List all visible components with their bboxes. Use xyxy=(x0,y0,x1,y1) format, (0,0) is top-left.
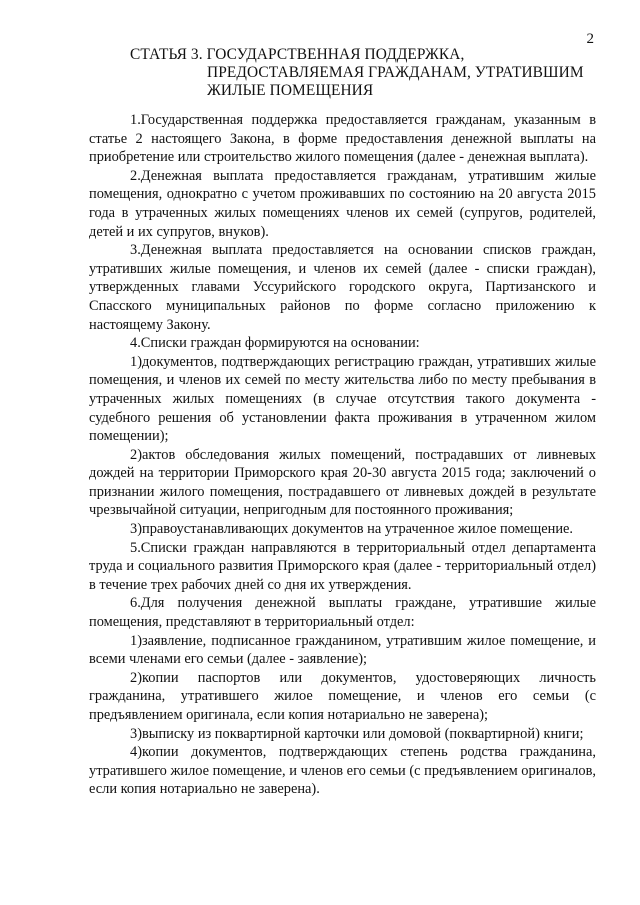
paragraph-6: 6.Для получения денежной выплаты граждане, утратившие жилые помещения, представляют в территориальный отдел: xyxy=(89,595,596,631)
paragraph-3: 3.Денежная выплата предоставляется на основании списков граждан, утративших жилые помещения, и членов их семей (далее - списки граждан), утвержденных главами Уссурийского городского округа, Партизанского и Спасского муниципальных районов по форме согласно приложению к настоящему Закону. xyxy=(89,242,596,333)
paragraph-4-item-1: 1)документов, подтверждающих регистрацию граждан, утративших жилые помещения, и членов их семей по месту жительства либо по месту пребывания в утраченных жилых помещениях (в случае отсутствия такого документа - судебного решения об установлении факта проживания в утраченном жилом помещении); xyxy=(89,353,596,445)
heading-line: ПРЕДОСТАВЛЯЕМАЯ ГРАЖДАНАМ, УТРАТИВШИМ xyxy=(207,64,584,81)
paragraph-6-item-1: 1)заявление, подписанное гражданином, утратившим жилое помещение, и всеми членами его семьи (далее - заявление); xyxy=(89,632,596,668)
paragraph-4-item-3: 3)правоустанавливающих документов на утраченное жилое помещение. xyxy=(130,521,574,538)
paragraph-2: 2.Денежная выплата предоставляется гражданам, утратившим жилые помещения, однократно с учетом проживавших по состоянию на 20 августа 2015 года в утраченных жилых помещениях членов их семей (супругов, родителей, детей и их супругов, внуков). xyxy=(89,167,596,240)
paragraph-5: 5.Списки граждан направляются в территориальный отдел департамента труда и социального развития Приморского края (далее - территориальный отдел) в течение трех рабочих дней со дня их утверждения. xyxy=(89,539,596,593)
article-heading xyxy=(130,46,610,100)
heading-line: СТАТЬЯ 3. ГОСУДАРСТВЕННАЯ ПОДДЕРЖКА, xyxy=(130,46,465,63)
article-body xyxy=(89,111,596,799)
heading-line: ЖИЛЫЕ ПОМЕЩЕНИЯ xyxy=(207,82,374,99)
paragraph-6-item-2: 2)копии паспортов или документов, удостоверяющих личность гражданина, утратившего жилое помещение, и членов его семьи (с предъявлением оригинала, если копия нотариально не заверена); xyxy=(89,669,596,723)
paragraph-1: 1.Государственная поддержка предоставляется гражданам, указанным в статье 2 настоящего Закона, в форме предоставления денежной выплаты на приобретение или строительство жилого помещения (далее - денежная выплата). xyxy=(89,112,596,166)
page-number: 2 xyxy=(586,31,594,47)
paragraph-4-item-2: 2)актов обследования жилых помещений, пострадавших от ливневых дождей на территории Приморского края 20-30 августа 2015 года; заключений о признании жилого помещения, пострадавшего от ливневых дождей в результате чрезвычайной ситуации, непригодным для постоянного проживания; xyxy=(89,446,596,519)
paragraph-4: 4.Списки граждан формируются на основании: xyxy=(130,335,420,352)
paragraph-6-item-3: 3)выписку из поквартирной карточки или домовой (поквартирной) книги; xyxy=(130,725,584,742)
paragraph-6-item-4: 4)копии документов, подтверждающих степень родства гражданина, утратившего жилое помещение, и членов его семьи (с предъявлением оригиналов, если копия нотариально не заверена). xyxy=(89,744,596,798)
